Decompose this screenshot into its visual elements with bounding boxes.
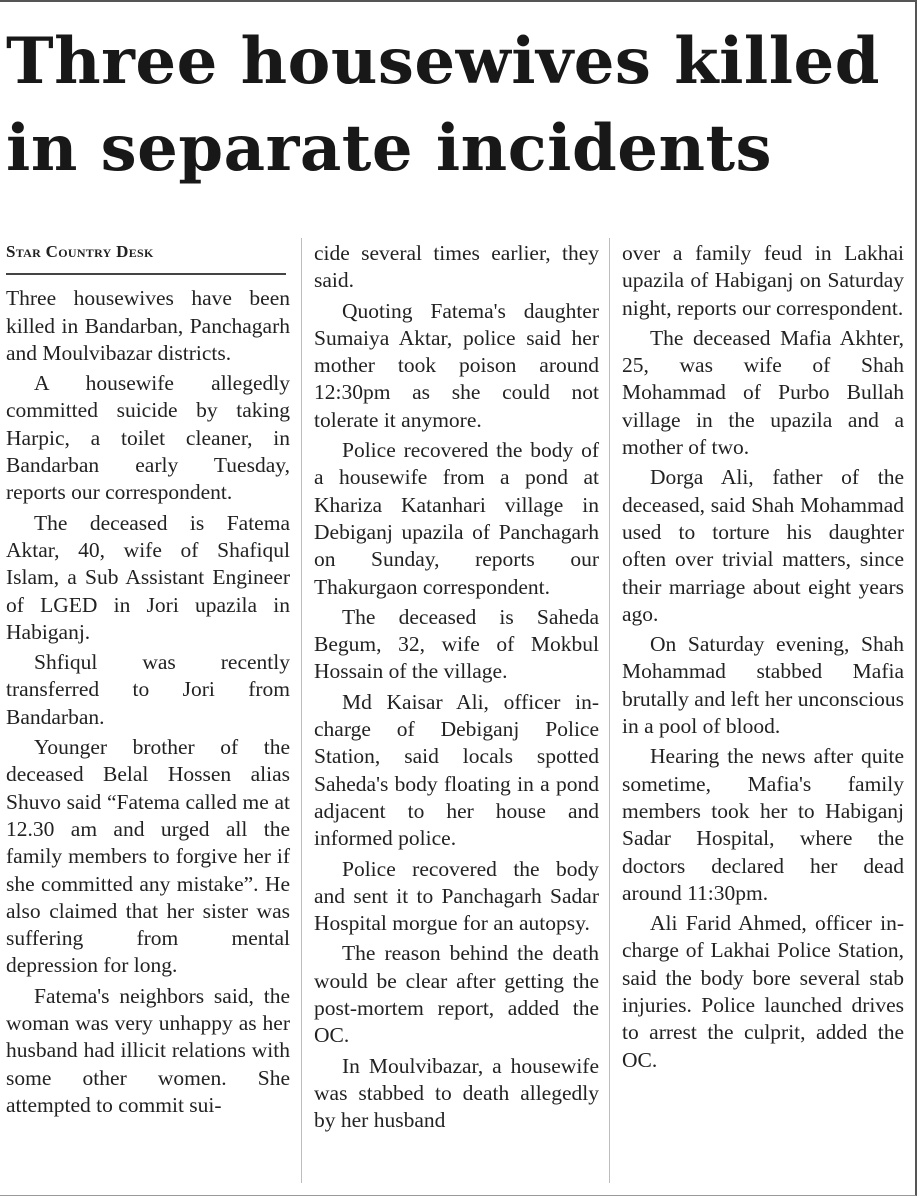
- paragraph: Shfiqul was recently transferred to Jori from Bandarban.: [6, 650, 290, 729]
- article-column-1: [6, 238, 290, 1122]
- paragraph: Three housewives have been killed in Bandarban, Panchagarh and Moulvibazar districts.: [6, 286, 290, 365]
- paragraph: cide several times earlier, they said.: [314, 241, 599, 293]
- paragraph: Police recovered the body and sent it to Panchagarh Sadar Hospital morgue for an autopsy.: [314, 856, 599, 936]
- paragraph: Quoting Fatema's daughter Sumaiya Aktar, police said her mother took poison around 12:30pm as she could not tolerate it anymore.: [314, 298, 599, 432]
- article-column-3: [622, 240, 904, 1077]
- paragraph: Younger brother of the deceased Belal Hossen alias Shuvo said “Fatema called me at 12.30 am and urged all the family members to forgive her if she committed any mistake”. He also claimed that her sister was suffering from mental depression for long.: [6, 735, 290, 978]
- column-divider: [301, 238, 302, 1183]
- paragraph: Police recovered the body of a housewife from a pond at Khariza Katanhari village in Debiganj upazila of Panchagarh on Sunday, reports our Thakurgaon correspondent.: [314, 438, 599, 599]
- paragraph: Dorga Ali, father of the deceased, said Shah Mohammad used to torture his daughter often over trivial matters, since their marriage about eight years ago.: [622, 465, 904, 626]
- paragraph: The deceased Mafia Akhter, 25, was wife of Shah Mohammad of Purbo Bullah village in the upazila and a mother of two.: [622, 325, 904, 460]
- paragraph: Ali Farid Ahmed, officer in-charge of Lakhai Police Station, said the body bore several stab injuries. Police launched drives to arrest the culprit, added the OC.: [622, 911, 904, 1072]
- paragraph: Fatema's neighbors said, the woman was very unhappy as her husband had illicit relations with some other women. She attempted to commit sui-: [6, 983, 290, 1117]
- paragraph: In Moulvibazar, a housewife was stabbed to death allegedly by her husband: [314, 1053, 599, 1133]
- headline: Three housewives killed in separate incidents: [6, 24, 880, 186]
- paragraph: The deceased is Fatema Aktar, 40, wife of Shafiqul Islam, a Sub Assistant Engineer of LGED in Jori upazila in Habiganj.: [6, 510, 290, 644]
- byline: Star Country Desk: [6, 238, 286, 275]
- column-divider: [609, 238, 610, 1183]
- paragraph: A housewife allegedly committed suicide by taking Harpic, a toilet cleaner, in Bandarban early Tuesday, reports our correspondent.: [6, 371, 290, 505]
- paragraph: On Saturday evening, Shah Mohammad stabbed Mafia brutally and left her unconscious in a pool of blood.: [622, 632, 904, 739]
- paragraph: The reason behind the death would be clear after getting the post-mortem report, added the OC.: [314, 941, 599, 1048]
- paragraph: over a family feud in Lakhai upazila of Habiganj on Saturday night, reports our correspondent.: [622, 241, 904, 320]
- paragraph: Md Kaisar Ali, officer in-charge of Debiganj Police Station, said locals spotted Saheda's body floating in a pond adjacent to her house and informed police.: [314, 689, 599, 851]
- paragraph: The deceased is Saheda Begum, 32, wife of Mokbul Hossain of the village.: [314, 604, 599, 684]
- article-column-2: [314, 240, 599, 1138]
- paragraph: Hearing the news after quite sometime, Mafia's family members took her to Habiganj Sadar Hospital, where the doctors declared her dead around 11:30pm.: [622, 744, 904, 905]
